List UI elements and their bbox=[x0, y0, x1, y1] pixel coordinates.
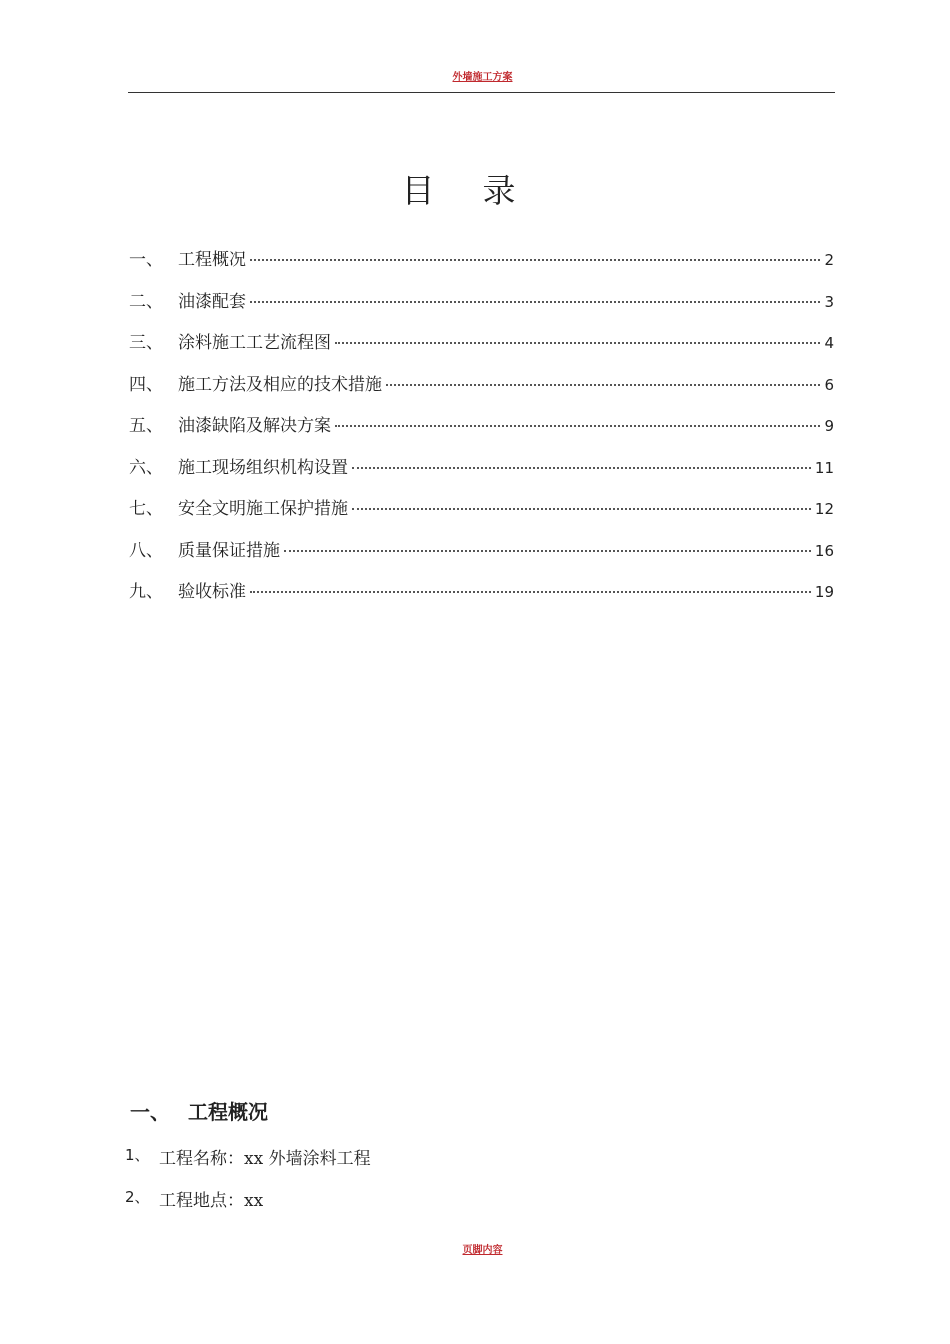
toc-entry-title: 安全文明施工保护措施 bbox=[178, 499, 348, 519]
list-item-number: 1、 bbox=[125, 1146, 150, 1164]
list-item-text: 工程名称：xx 外墙涂料工程 bbox=[159, 1149, 371, 1169]
toc-entry[interactable] bbox=[129, 245, 834, 287]
toc-leader-dots bbox=[250, 301, 820, 303]
header-rule bbox=[128, 92, 835, 93]
toc-leader-dots bbox=[335, 425, 820, 427]
toc-entry[interactable] bbox=[129, 328, 834, 370]
toc-entry-title: 油漆配套 bbox=[178, 291, 246, 312]
toc-entry-number: 八、 bbox=[129, 540, 163, 561]
toc-leader-dots bbox=[386, 384, 820, 386]
list-item-text: 工程地点：xx bbox=[159, 1191, 264, 1211]
toc-entry-page: 2 bbox=[824, 251, 834, 269]
toc-entry[interactable] bbox=[129, 577, 834, 619]
list-item bbox=[125, 1186, 263, 1211]
toc-entry-number: 四、 bbox=[129, 374, 163, 395]
toc-entry-title: 涂料施工工艺流程图 bbox=[178, 333, 331, 353]
section-heading bbox=[130, 1096, 268, 1125]
list-item-number: 2、 bbox=[125, 1188, 150, 1206]
toc-entry-page: 4 bbox=[824, 334, 834, 352]
toc-leader-dots bbox=[250, 259, 820, 261]
section-title: 工程概况 bbox=[188, 1100, 268, 1124]
toc-title: 目录 bbox=[401, 171, 564, 210]
toc-entry[interactable] bbox=[129, 411, 834, 453]
toc-leader-dots bbox=[284, 550, 811, 552]
toc-entry-number: 五、 bbox=[129, 416, 163, 436]
toc-entry-title: 验收标准 bbox=[178, 582, 246, 602]
toc-leader-dots bbox=[352, 467, 811, 469]
toc-list bbox=[129, 245, 834, 619]
toc-entry-number: 三、 bbox=[129, 333, 163, 353]
toc-entry-page: 11 bbox=[814, 458, 834, 477]
page-footer: 页脚内容 bbox=[462, 1245, 503, 1256]
page-header: 外墙施工方案 bbox=[452, 72, 513, 83]
toc-entry-page: 16 bbox=[814, 541, 834, 560]
toc-leader-dots bbox=[335, 342, 820, 344]
toc-entry-title: 施工现场组织机构设置 bbox=[178, 457, 348, 478]
toc-leader-dots bbox=[250, 591, 811, 593]
toc-entry-page: 3 bbox=[824, 292, 834, 311]
toc-entry[interactable] bbox=[129, 453, 834, 495]
toc-entry-page: 9 bbox=[824, 417, 834, 435]
toc-entry-page: 19 bbox=[814, 583, 834, 601]
toc-entry[interactable] bbox=[129, 287, 834, 329]
toc-entry-title: 油漆缺陷及解决方案 bbox=[178, 416, 331, 436]
toc-entry-title: 施工方法及相应的技术措施 bbox=[178, 374, 382, 395]
toc-entry-page: 12 bbox=[814, 500, 834, 518]
toc-entry-number: 一、 bbox=[129, 250, 163, 270]
toc-entry-title: 工程概况 bbox=[178, 250, 246, 270]
list-item bbox=[125, 1144, 371, 1169]
section-number: 一、 bbox=[130, 1100, 170, 1124]
toc-entry[interactable] bbox=[129, 494, 834, 536]
toc-entry-number: 七、 bbox=[129, 499, 163, 519]
toc-entry-number: 六、 bbox=[129, 457, 163, 478]
toc-entry-page: 6 bbox=[824, 375, 834, 394]
toc-entry-number: 九、 bbox=[129, 582, 163, 602]
toc-entry-number: 二、 bbox=[129, 291, 163, 312]
toc-leader-dots bbox=[352, 508, 811, 510]
toc-entry[interactable] bbox=[129, 370, 834, 412]
toc-entry-title: 质量保证措施 bbox=[178, 540, 280, 561]
toc-entry[interactable] bbox=[129, 536, 834, 578]
